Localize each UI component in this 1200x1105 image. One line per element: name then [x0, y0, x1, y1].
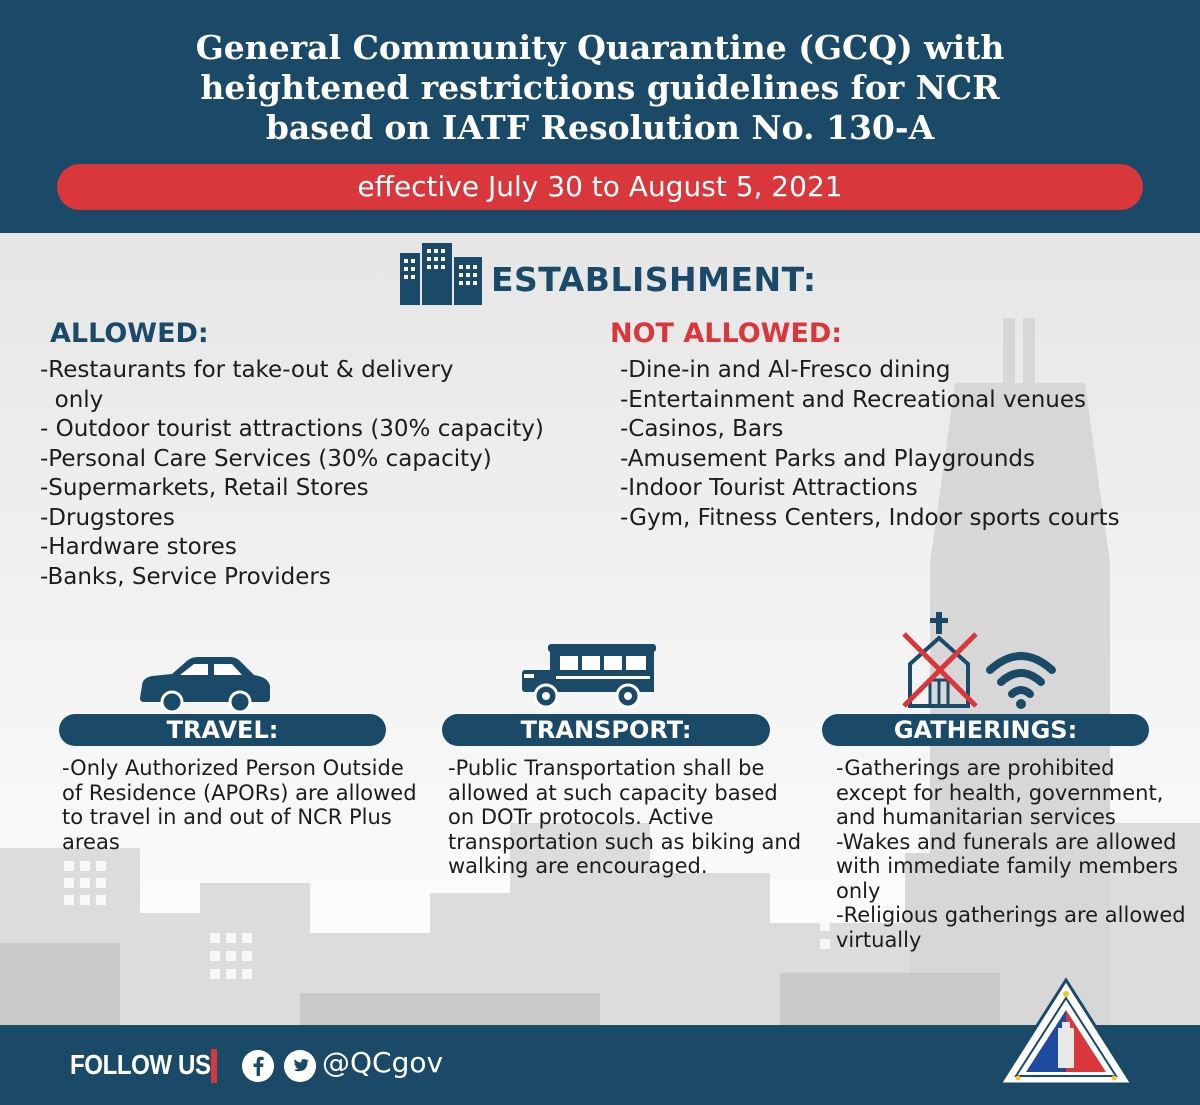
- transport-text: -Public Transportation shall be allowed at such capacity based on DOTr protocols. Active transportation such as biking and walking are encouraged.: [448, 756, 802, 878]
- list-item: - Outdoor tourist attractions (30% capacity): [40, 416, 544, 442]
- list-item: -Hardware stores: [40, 534, 237, 560]
- not-allowed-title: NOT ALLOWED:: [610, 318, 843, 349]
- list-item: -Gym, Fitness Centers, Indoor sports courts: [620, 504, 1120, 531]
- list-item: -Restaurants for take-out & delivery only: [40, 357, 454, 413]
- title-line-1: General Community Quarantine (GCQ) with: [195, 28, 1005, 67]
- twitter-icon[interactable]: [284, 1050, 316, 1082]
- follow-us-label: FOLLOW US: [70, 1049, 211, 1080]
- transport-title: TRANSPORT:: [442, 714, 770, 746]
- title-line-2: heightened restrictions guidelines for NCR: [200, 68, 1000, 107]
- quezon-city-seal: [996, 976, 1136, 1088]
- car-icon: [138, 656, 272, 712]
- list-item: -Casinos, Bars: [620, 416, 784, 442]
- wifi-icon: [984, 648, 1058, 710]
- list-item: -Drugstores: [40, 504, 175, 531]
- facebook-icon[interactable]: [242, 1050, 274, 1082]
- not-allowed-list: [620, 356, 1190, 533]
- gatherings-item: -Religious gatherings are allowed virtually: [836, 903, 1186, 952]
- list-item: -Entertainment and Recreational venues: [620, 386, 1086, 413]
- gatherings-text: [836, 756, 1191, 952]
- footer-divider: [211, 1049, 217, 1083]
- list-item: -Indoor Tourist Attractions: [620, 475, 918, 501]
- list-item: -Personal Care Services (30% capacity): [40, 445, 492, 472]
- travel-text: -Only Authorized Person Outside of Residence (APORs) are allowed to travel in and out of NCR Plus areas: [62, 756, 417, 854]
- title-line-3: based on IATF Resolution No. 130-A: [265, 108, 935, 147]
- gatherings-item: -Gatherings are prohibited except for health, government, and humanitarian services: [836, 756, 1164, 829]
- list-item: -Supermarkets, Retail Stores: [40, 475, 369, 501]
- travel-title: TRAVEL:: [59, 714, 386, 746]
- establishment-title: ESTABLISHMENT:: [491, 260, 817, 299]
- gatherings-title: GATHERINGS:: [822, 714, 1149, 746]
- header-banner: [0, 0, 1200, 233]
- page-title: [0, 28, 1200, 148]
- list-item: -Dine-in and Al-Fresco dining: [620, 357, 951, 383]
- effective-date-banner: effective July 30 to August 5, 2021: [57, 164, 1143, 210]
- allowed-title: ALLOWED:: [50, 318, 209, 349]
- allowed-list: [40, 356, 610, 592]
- twitter-handle[interactable]: @QCgov: [322, 1046, 444, 1079]
- list-item: -Banks, Service Providers: [40, 563, 331, 590]
- buildings-icon: [398, 243, 486, 307]
- list-item: -Amusement Parks and Playgrounds: [620, 445, 1036, 472]
- jeepney-icon: [520, 642, 660, 710]
- church-crossed-icon: [900, 612, 980, 712]
- gatherings-item: -Wakes and funerals are allowed with immediate family members only: [836, 829, 1178, 903]
